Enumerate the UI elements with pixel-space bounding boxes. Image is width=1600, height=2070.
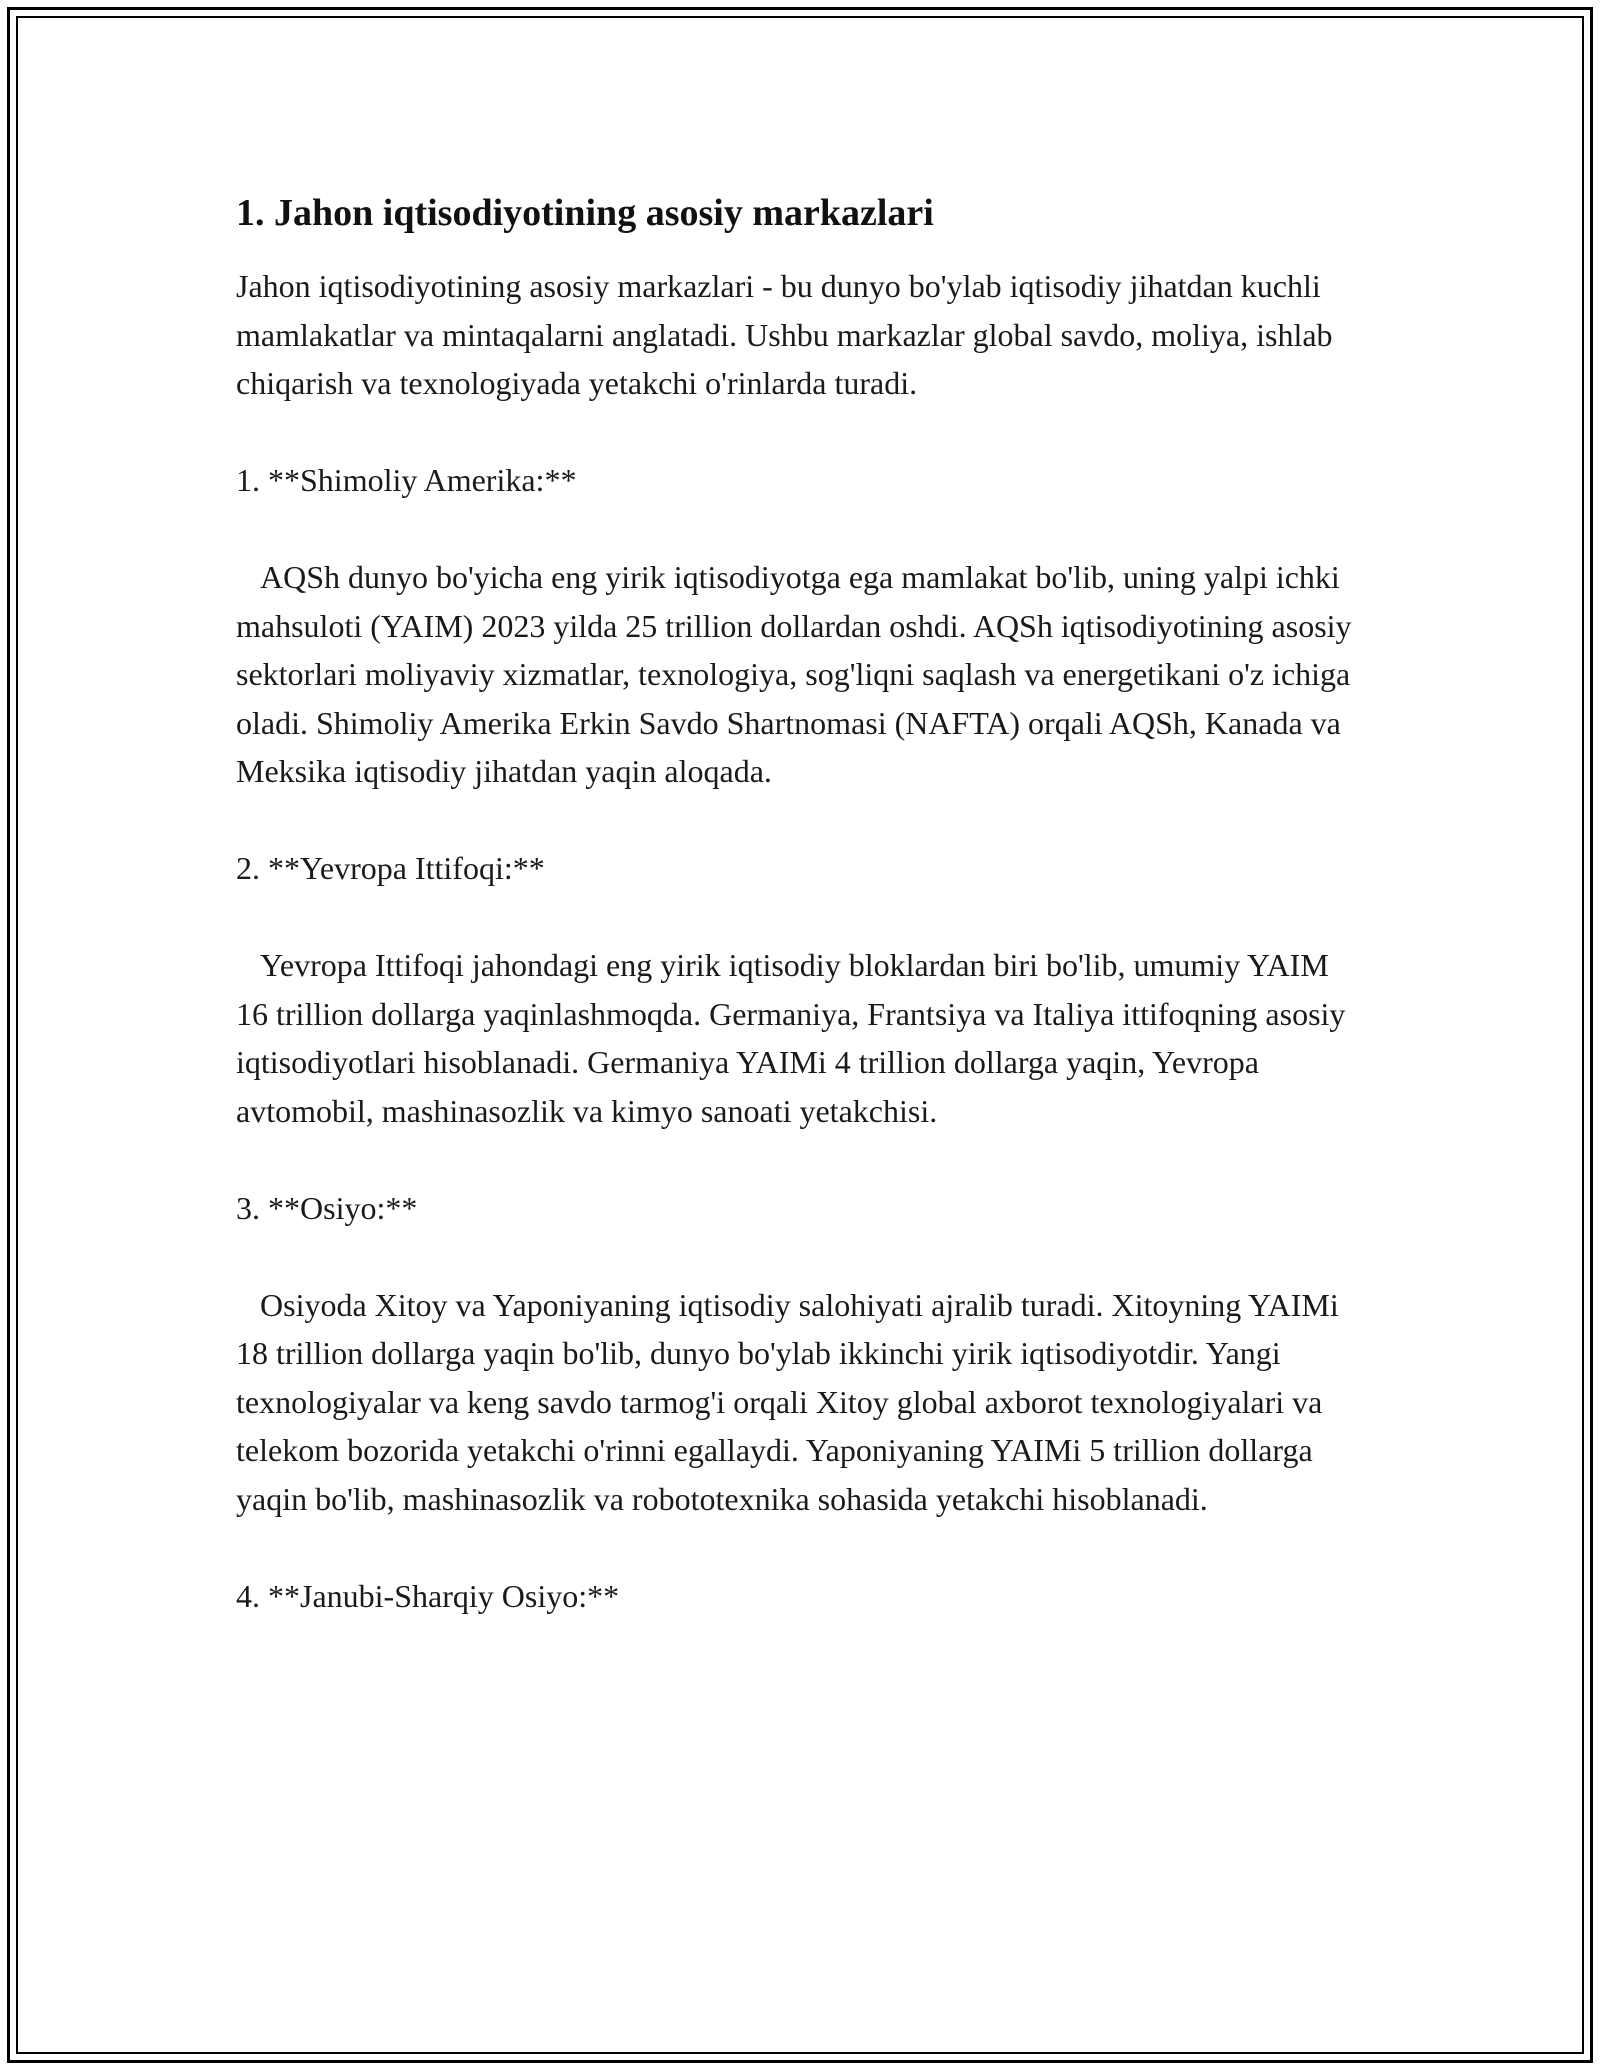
section-body-asia: Osiyoda Xitoy va Yaponiyaning iqtisodiy salohiyati ajralib turadi. Xitoyning YAIMi 18 trillion dollarga yaqin bo'lib, dunyo bo'ylab ikkinchi yirik iqtisodiyotdir. Yangi texnologiyalar va keng savdo tarmog'i orqali Xitoy global axborot texnologiyalari va telekom bozorida yetakchi o'rinni egallaydi. Yaponiyaning YAIMi 5 trillion dollarga yaqin bo'lib, mashinasozlik va robototexnika sohasida yetakchi hisoblanadi.	[236, 1286, 1347, 1517]
paragraph-gap	[236, 505, 1366, 554]
document-title: 1. Jahon iqtisodiyotining asosiy markazlari	[236, 192, 934, 234]
section-body-north-america: AQSh dunyo bo'yicha eng yirik iqtisodiyotga ega mamlakat bo'lib, uning yalpi ichki mahsuloti (YAIM) 2023 yilda 25 trillion dollardan oshdi. AQSh iqtisodiyotining asosiy sektorlari moliyaviy xizmatlar, texnologiya, sog'liqni saqlash va energetikani o'z ichiga oladi. Shimoliy Amerika Erkin Savdo Shartnomasi (NAFTA) orqali AQSh, Kanada va Meksika iqtisodiy jihatdan yaqin aloqada.	[236, 559, 1360, 789]
paragraph-gap	[236, 796, 1366, 845]
section-heading-north-america: 1. **Shimoliy Amerika:**	[236, 462, 577, 498]
paragraph-gap	[236, 1232, 1366, 1281]
section-heading-european-union: 2. **Yevropa Ittifoqi:**	[236, 850, 545, 886]
section-heading-southeast-asia: 4. **Janubi-Sharqiy Osiyo:**	[236, 1577, 620, 1614]
section-heading-asia: 3. **Osiyo:**	[236, 1189, 418, 1226]
paragraph-gap	[236, 1523, 1366, 1572]
paragraph-gap	[236, 408, 1366, 457]
document-body	[236, 186, 1366, 1620]
intro-paragraph: Jahon iqtisodiyotining asosiy markazlari - bu dunyo bo'ylab iqtisodiy jihatdan kuchli mamlakatlar va mintaqalarni anglatadi. Ushbu markazlar global savdo, moliya, ishlab chiqarish va texnologiyada yetakchi o'rinlarda turadi.	[236, 268, 1341, 401]
paragraph-gap	[236, 893, 1366, 942]
paragraph-gap	[236, 1135, 1366, 1184]
section-body-european-union: Yevropa Ittifoqi jahondagi eng yirik iqtisodiy bloklardan biri bo'lib, umumiy YAIM 16 trillion dollarga yaqinlashmoqda. Germaniya, Frantsiya va Italiya ittifoqning asosiy iqtisodiyotlari hisoblanadi. Germaniya YAIMi 4 trillion dollarga yaqin, Yevropa avtomobil, mashinasozlik va kimyo sanoati yetakchisi.	[236, 947, 1354, 1129]
